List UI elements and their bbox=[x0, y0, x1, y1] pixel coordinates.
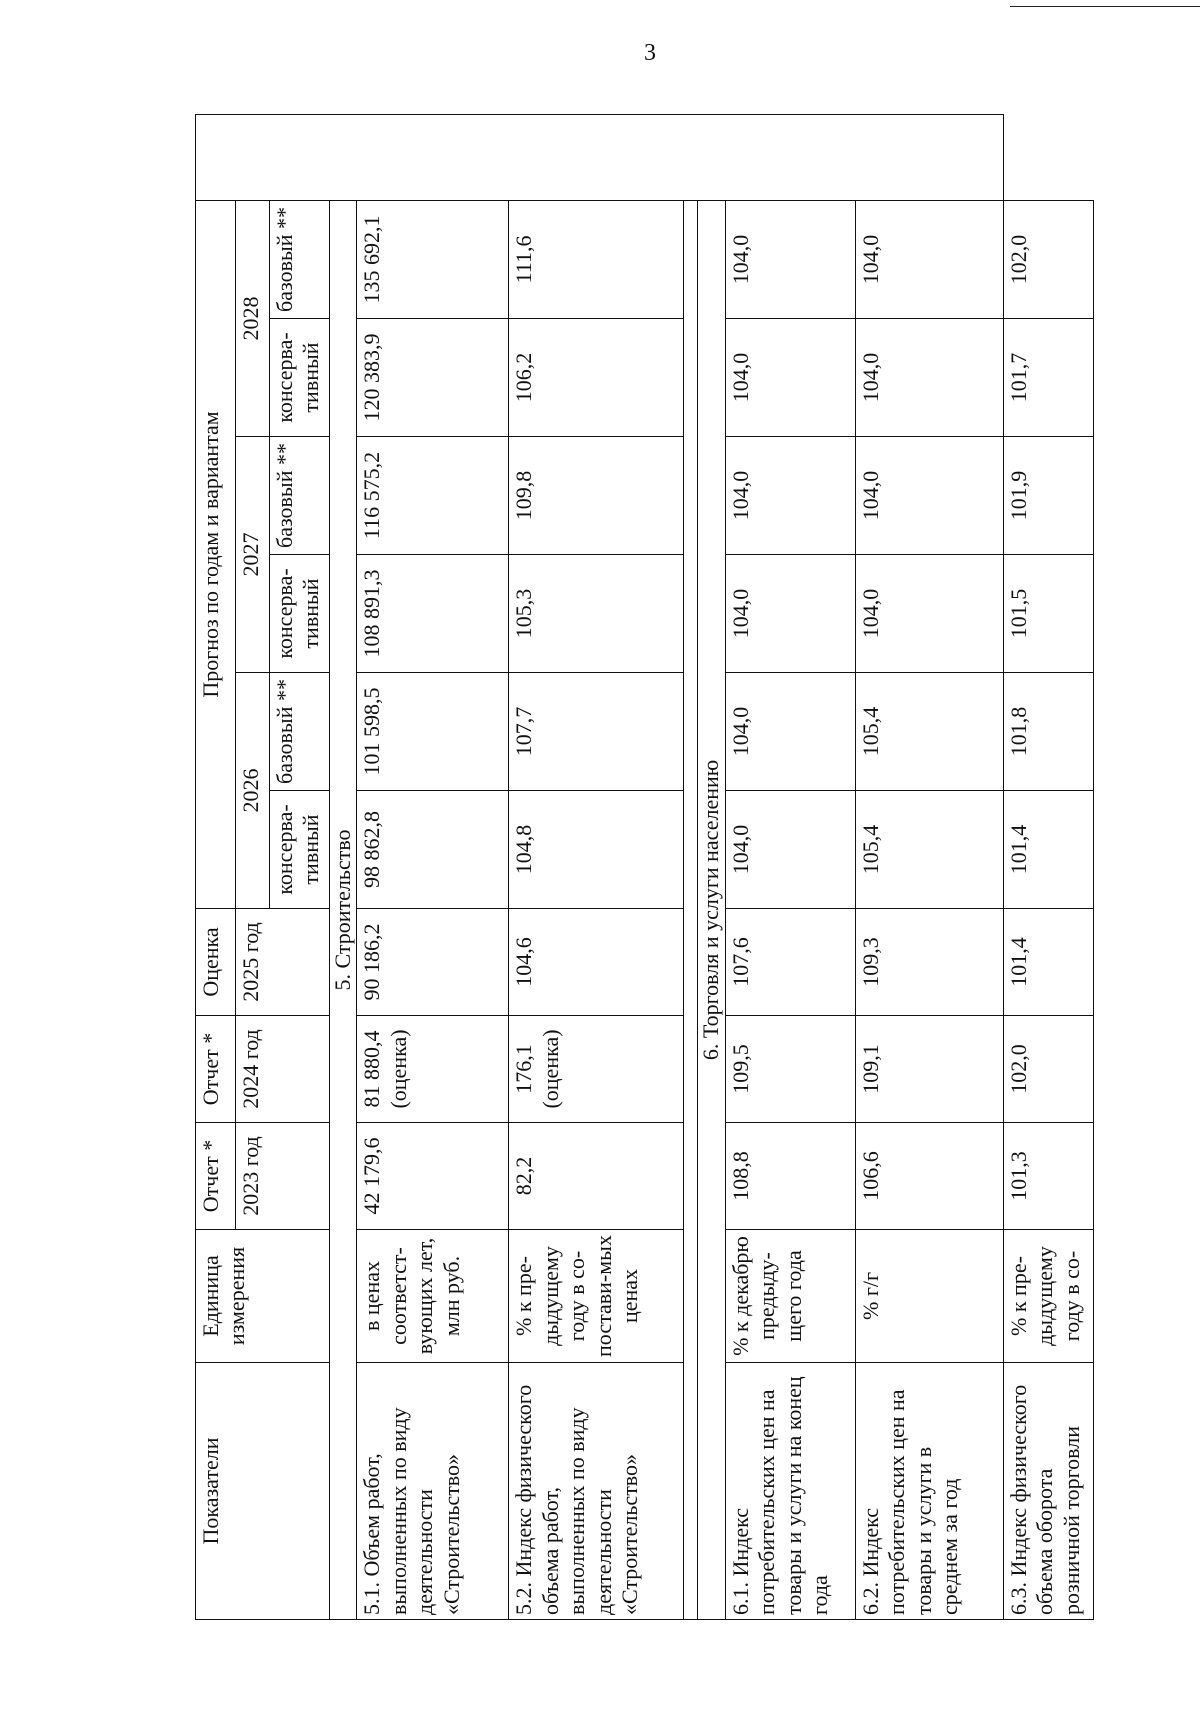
blank-column bbox=[196, 114, 1004, 200]
value-2025: 109,3 bbox=[855, 909, 1003, 1016]
value-2023: 108,8 bbox=[725, 1123, 855, 1230]
value-2023: 101,3 bbox=[1003, 1123, 1093, 1230]
value-2028-basic: 104,0 bbox=[725, 200, 855, 318]
spacer-row bbox=[684, 200, 698, 1619]
page-number: 3 bbox=[644, 40, 656, 66]
header-basic-2028: базовый ** bbox=[270, 200, 330, 318]
header-indicators: Показатели bbox=[196, 1363, 330, 1620]
value-2027-conservative: 101,5 bbox=[1003, 555, 1093, 673]
value-2024: 109,1 bbox=[855, 1016, 1003, 1123]
value-2027-conservative: 104,0 bbox=[855, 555, 1003, 673]
table-row bbox=[509, 114, 684, 1619]
value-2028-conservative: 120 383,9 bbox=[357, 319, 509, 437]
value-2028-basic: 102,0 bbox=[1003, 200, 1093, 318]
value-2028-conservative: 101,7 bbox=[1003, 319, 1093, 437]
value-2027-conservative: 108 891,3 bbox=[357, 555, 509, 673]
row-unit: % к пре-дыдущему году в со-постави-мых ценах bbox=[509, 1230, 684, 1363]
header-conservative-2028: консерва-тивный bbox=[270, 319, 330, 437]
value-2027-basic: 104,0 bbox=[855, 437, 1003, 555]
value-2026-basic: 107,7 bbox=[509, 673, 684, 791]
section-title: 6. Торговля и услуги населению bbox=[698, 200, 725, 1619]
row-label: 5.1. Объем работ, выполненных по виду деятельности «Строительство» bbox=[357, 1363, 509, 1620]
table-row bbox=[357, 114, 509, 1619]
value-2028-conservative: 104,0 bbox=[855, 319, 1003, 437]
value-2026-basic: 101 598,5 bbox=[357, 673, 509, 791]
value-2027-conservative: 105,3 bbox=[509, 555, 684, 673]
value-2028-conservative: 106,2 bbox=[509, 319, 684, 437]
header-year-2028: 2028 bbox=[236, 200, 270, 436]
header-year-2024: 2024 год bbox=[236, 1016, 330, 1123]
row-label: 6.2. Индекс потребительских цен на товары и услуги в среднем за год bbox=[855, 1363, 1003, 1620]
row-label: 6.3. Индекс физического объема оборота розничной торговли bbox=[1003, 1363, 1093, 1620]
header-report-2024: Отчет * bbox=[196, 1016, 236, 1123]
header-conservative-2026: консерва-тивный bbox=[270, 791, 330, 909]
value-2028-basic: 104,0 bbox=[855, 200, 1003, 318]
value-2026-basic: 104,0 bbox=[725, 673, 855, 791]
value-2026-basic: 101,8 bbox=[1003, 673, 1093, 791]
row-unit: % к пре-дыдущему году в со- bbox=[1003, 1230, 1093, 1363]
rotated-table-wrapper bbox=[195, 115, 1084, 1620]
row-label: 6.1. Индекс потребительских цен на товары и услуги на конец года bbox=[725, 1363, 855, 1620]
value-2024: 176,1 (оценка) bbox=[509, 1016, 684, 1123]
value-2028-basic: 135 692,1 bbox=[357, 200, 509, 318]
row-unit: % к декабрю предыду-щего года bbox=[725, 1230, 855, 1363]
value-2027-basic: 109,8 bbox=[509, 437, 684, 555]
value-2027-basic: 104,0 bbox=[725, 437, 855, 555]
header-estimate: Оценка bbox=[196, 909, 236, 1016]
header-year-2027: 2027 bbox=[236, 437, 270, 673]
row-unit: в ценах соответст-вующих лет, млн руб. bbox=[357, 1230, 509, 1363]
header-year-2023: 2023 год bbox=[236, 1123, 330, 1230]
table-row bbox=[1003, 114, 1093, 1619]
value-2027-conservative: 104,0 bbox=[725, 555, 855, 673]
value-2028-conservative: 104,0 bbox=[725, 319, 855, 437]
top-rule bbox=[1010, 6, 1200, 7]
header-unit: Единица измерения bbox=[196, 1230, 330, 1363]
table-row bbox=[725, 114, 855, 1619]
header-forecast: Прогноз по годам и вариантам bbox=[196, 200, 236, 908]
value-2025: 90 186,2 bbox=[357, 909, 509, 1016]
section-title: 5. Строительство bbox=[330, 200, 357, 1619]
value-2023: 106,6 bbox=[855, 1123, 1003, 1230]
value-2026-conservative: 98 862,8 bbox=[357, 791, 509, 909]
value-2025: 107,6 bbox=[725, 909, 855, 1016]
forecast-table bbox=[195, 114, 1094, 1620]
value-2026-basic: 105,4 bbox=[855, 673, 1003, 791]
header-conservative-2027: консерва-тивный bbox=[270, 555, 330, 673]
row-unit: % г/г bbox=[855, 1230, 1003, 1363]
value-2024: 81 880,4 (оценка) bbox=[357, 1016, 509, 1123]
value-2027-basic: 116 575,2 bbox=[357, 437, 509, 555]
value-2024: 102,0 bbox=[1003, 1016, 1093, 1123]
value-2027-basic: 101,9 bbox=[1003, 437, 1093, 555]
value-2023: 82,2 bbox=[509, 1123, 684, 1230]
value-2024: 109,5 bbox=[725, 1016, 855, 1123]
header-year-2026: 2026 bbox=[236, 673, 270, 909]
value-2026-conservative: 104,0 bbox=[725, 791, 855, 909]
value-2025: 101,4 bbox=[1003, 909, 1093, 1016]
table-row bbox=[855, 114, 1003, 1619]
value-2026-conservative: 101,4 bbox=[1003, 791, 1093, 909]
header-basic-2026: базовый ** bbox=[270, 673, 330, 791]
header-year-2025: 2025 год bbox=[236, 909, 330, 1016]
value-2025: 104,6 bbox=[509, 909, 684, 1016]
value-2028-basic: 111,6 bbox=[509, 200, 684, 318]
row-label: 5.2. Индекс физического объема работ, выполненных по виду деятельности «Строительство» bbox=[509, 1363, 684, 1620]
value-2023: 42 179,6 bbox=[357, 1123, 509, 1230]
value-2026-conservative: 105,4 bbox=[855, 791, 1003, 909]
value-2026-conservative: 104,8 bbox=[509, 791, 684, 909]
header-basic-2027: базовый ** bbox=[270, 437, 330, 555]
header-report-2023: Отчет * bbox=[196, 1123, 236, 1230]
